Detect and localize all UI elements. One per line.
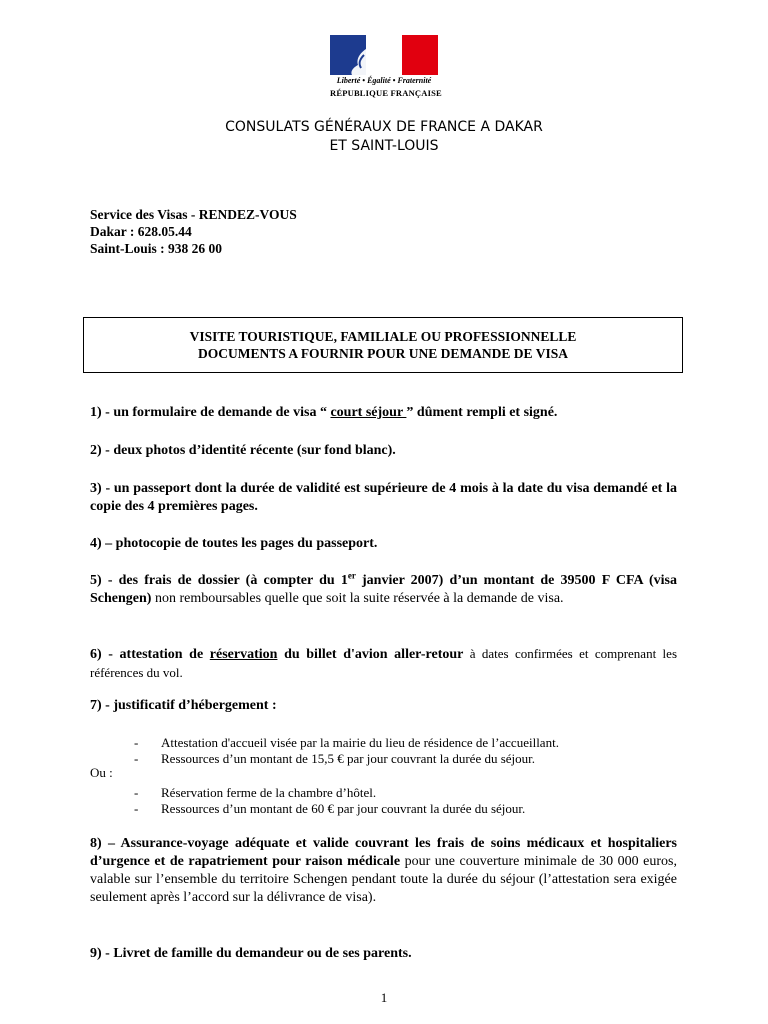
french-flag-icon [330,35,438,75]
box-title-line2: DOCUMENTS A FOURNIR POUR UNE DEMANDE DE VISA [198,346,568,361]
visa-title-box [83,317,683,373]
saint-louis-phone: Saint-Louis : 938 26 00 [90,241,223,256]
requirement-5: 5) - des frais de dossier (à compter du 1er janvier 2007) d’un montant de 39500 F CFA (visa Schengen) non remboursables quelle que soit la suite réservée à la demande de visa. [90,570,677,606]
requirement-2: 2) - deux photos d’identité récente (sur fond blanc). [90,443,396,458]
requirement-6: 6) - attestation de réservation du billet d'avion aller-retour à dates confirmées et comprenant les références du vol. [90,646,678,680]
marianne-logo [330,35,442,103]
requirement-9: 9) - Livret de famille du demandeur ou de ses parents. [90,946,412,961]
dakar-phone: Dakar : 628.05.44 [90,224,192,239]
document-page: Liberté • Égalité • Fraternité RÉPUBLIQUE FRANÇAISE CONSULATS GÉNÉRAUX DE FRANCE A DAKAR ET SAINT-LOUIS Service des Visas - RENDEZ-VOUS Dakar : 628.05.44 Saint-Louis : 938 26 00 VISITE TOURISTIQUE, FAMILIALE OU PROFESSIONNELLE DOCUMENTS A FOURNIR POUR UNE DEMANDE DE VISA 1) - un formulaire de demande de visa “ court séjour ” dûment rempli et signé. 2) - deux photos d’identité récente (sur fond blanc). 3) - un passeport dont la durée de validité est supérieure de 4 mois à la date du visa demandé et la copie des 4 premières pages. 4) – photocopie de toutes les pages du passeport. 5) - des frais de dossier (à compter du 1er janvier 2007) d’un montant de 39500 F CFA (visa Schengen) non remboursables quelle que soit la suite réservée à la demande de visa. 6) - attestation de réservation du billet d'avion aller-retour à dates confirmées et comprenant les références du vol. 7) - justificatif d’hébergement : - Attestation d'accueil visée par la mairie du lieu de résidence de l’accueillant. - Ressources d’un montant de 15,5 € par jour couvrant la durée du séjour. Ou : - Réservation ferme de la chambre d’hôtel. - Ressources d’un montant de 60 € par jour couvrant la durée du séjour. 8) – Assurance-voyage adéquate et valide couvrant les frais de soins médicaux et hospitaliers d’urgence et de rapatriement pour raison médicale pour une couverture minimale de 30 000 euros, valable sur l’ensemble du territoire Schengen pendant toute la durée du séjour (l’attestation sera exigée seulement après l’accord sur la délivrance de visa). 9) - Livret de famille du demandeur ou de ses parents. 1 [0,0,768,1024]
requirement-4: 4) – photocopie de toutes les pages du passeport. [90,536,378,551]
consulate-title [0,118,768,156]
service-line: Service des Visas - RENDEZ-VOUS [90,207,297,222]
consulate-title-line2: ET SAINT-LOUIS [329,138,439,154]
consulate-title-line1: CONSULATS GÉNÉRAUX DE FRANCE A DAKAR [225,119,543,135]
requirement-7-title: 7) - justificatif d’hébergement : [90,698,277,713]
requirement-3: 3) - un passeport dont la durée de validité est supérieure de 4 mois à la date du visa demandé et la copie des 4 premières pages. [90,481,677,514]
requirement-1: 1) - un formulaire de demande de visa “ court séjour ” dûment rempli et signé. [90,405,558,420]
or-label: Ou : [90,765,113,780]
visa-service-contacts [90,206,297,257]
republique-francaise-label: RÉPUBLIQUE FRANÇAISE [330,88,442,98]
box-title-line1: VISITE TOURISTIQUE, FAMILIALE OU PROFESSIONNELLE [189,329,577,344]
requirement-8: 8) – Assurance-voyage adéquate et valide couvrant les frais de soins médicaux et hospitaliers d’urgence et de rapatriement pour raison médicale pour une couverture minimale de 30 000 euros, valable sur l’ensemble du territoire Schengen pendant toute la durée du séjour (l’attestation sera exigée seulement après l’accord sur la délivrance de visa). [90,836,677,905]
page-number: 1 [380,990,388,1005]
republic-motto: Liberté • Égalité • Fraternité [336,76,432,85]
